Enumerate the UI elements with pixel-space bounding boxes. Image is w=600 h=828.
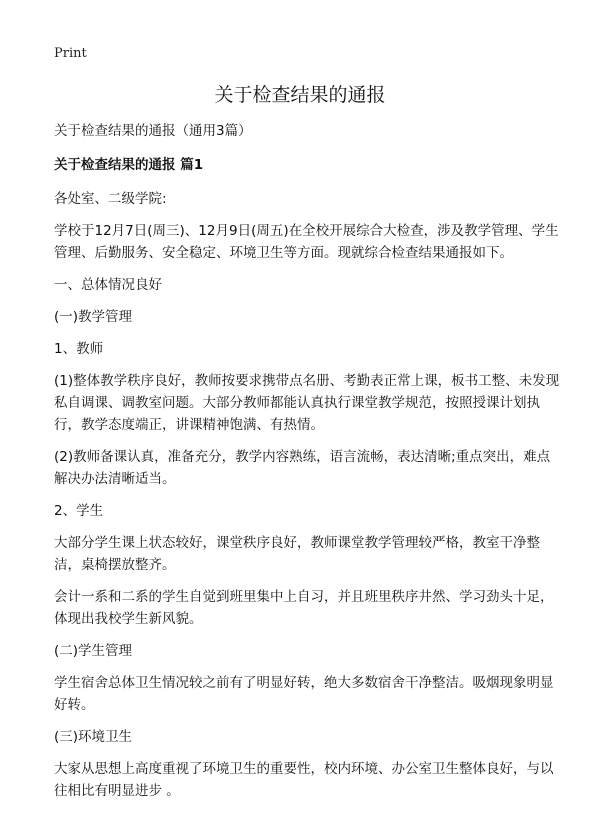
paragraph-salutation: 各处室、二级学院: (54, 191, 167, 207)
paragraph-environment: 大家从思想上高度重视了环境卫生的重要性，校内环境、办公室卫生整体良好，与以往相比有明显进步 。 (54, 761, 554, 799)
heading-students: 2、学生 (54, 503, 104, 519)
heading-environment: (三)环境卫生 (54, 729, 133, 745)
heading-teachers: 1、教师 (54, 341, 104, 357)
heading-student-management: (二)学生管理 (54, 643, 133, 659)
document-subtitle: 关于检查结果的通报（通用3篇） (54, 123, 252, 139)
print-link[interactable]: Print (54, 46, 87, 61)
document-title: 关于检查结果的通报 (214, 84, 386, 106)
paragraph-teachers-2: (2)教师备课认真，准备充分，教学内容熟练，语言流畅，表达清晰;重点突出，难点解决办法清晰适当。 (54, 449, 551, 487)
section-title: 关于检查结果的通报 篇1 (54, 157, 204, 173)
paragraph-student-management: 学生宿舍总体卫生情况较之前有了明显好转，绝大多数宿舍干净整洁。吸烟现象明显好转。 (54, 675, 554, 713)
paragraph-teachers-1: (1)整体教学秩序良好，教师按要求携带点名册、考勤表正常上课，板书工整、未发现私自调课、调教室问题。大部分教师都能认真执行课堂教学规范，按照授课计划执行，教学态度端正，讲课精神饱满、有热情。 (54, 373, 560, 433)
heading-teaching-management: (一)教学管理 (54, 309, 133, 325)
paragraph-intro: 学校于12月7日(周三)、12月9日(周五)在全校开展综合大检查，涉及教学管理、学生管理、后勤服务、安全稳定、环境卫生等方面。现就综合检查结果通报如下。 (54, 223, 559, 261)
heading-overall: 一、总体情况良好 (54, 277, 162, 293)
paragraph-students-2: 会计一系和二系的学生自觉到班里集中上自习，并且班里秩序井然、学习劲头十足，体现出我校学生新风貌。 (54, 589, 554, 627)
document-body (54, 120, 560, 812)
paragraph-students-1: 大部分学生课上状态较好，课堂秩序良好，教师课堂教学管理较严格，教室干净整洁，桌椅摆放整齐。 (54, 535, 540, 573)
